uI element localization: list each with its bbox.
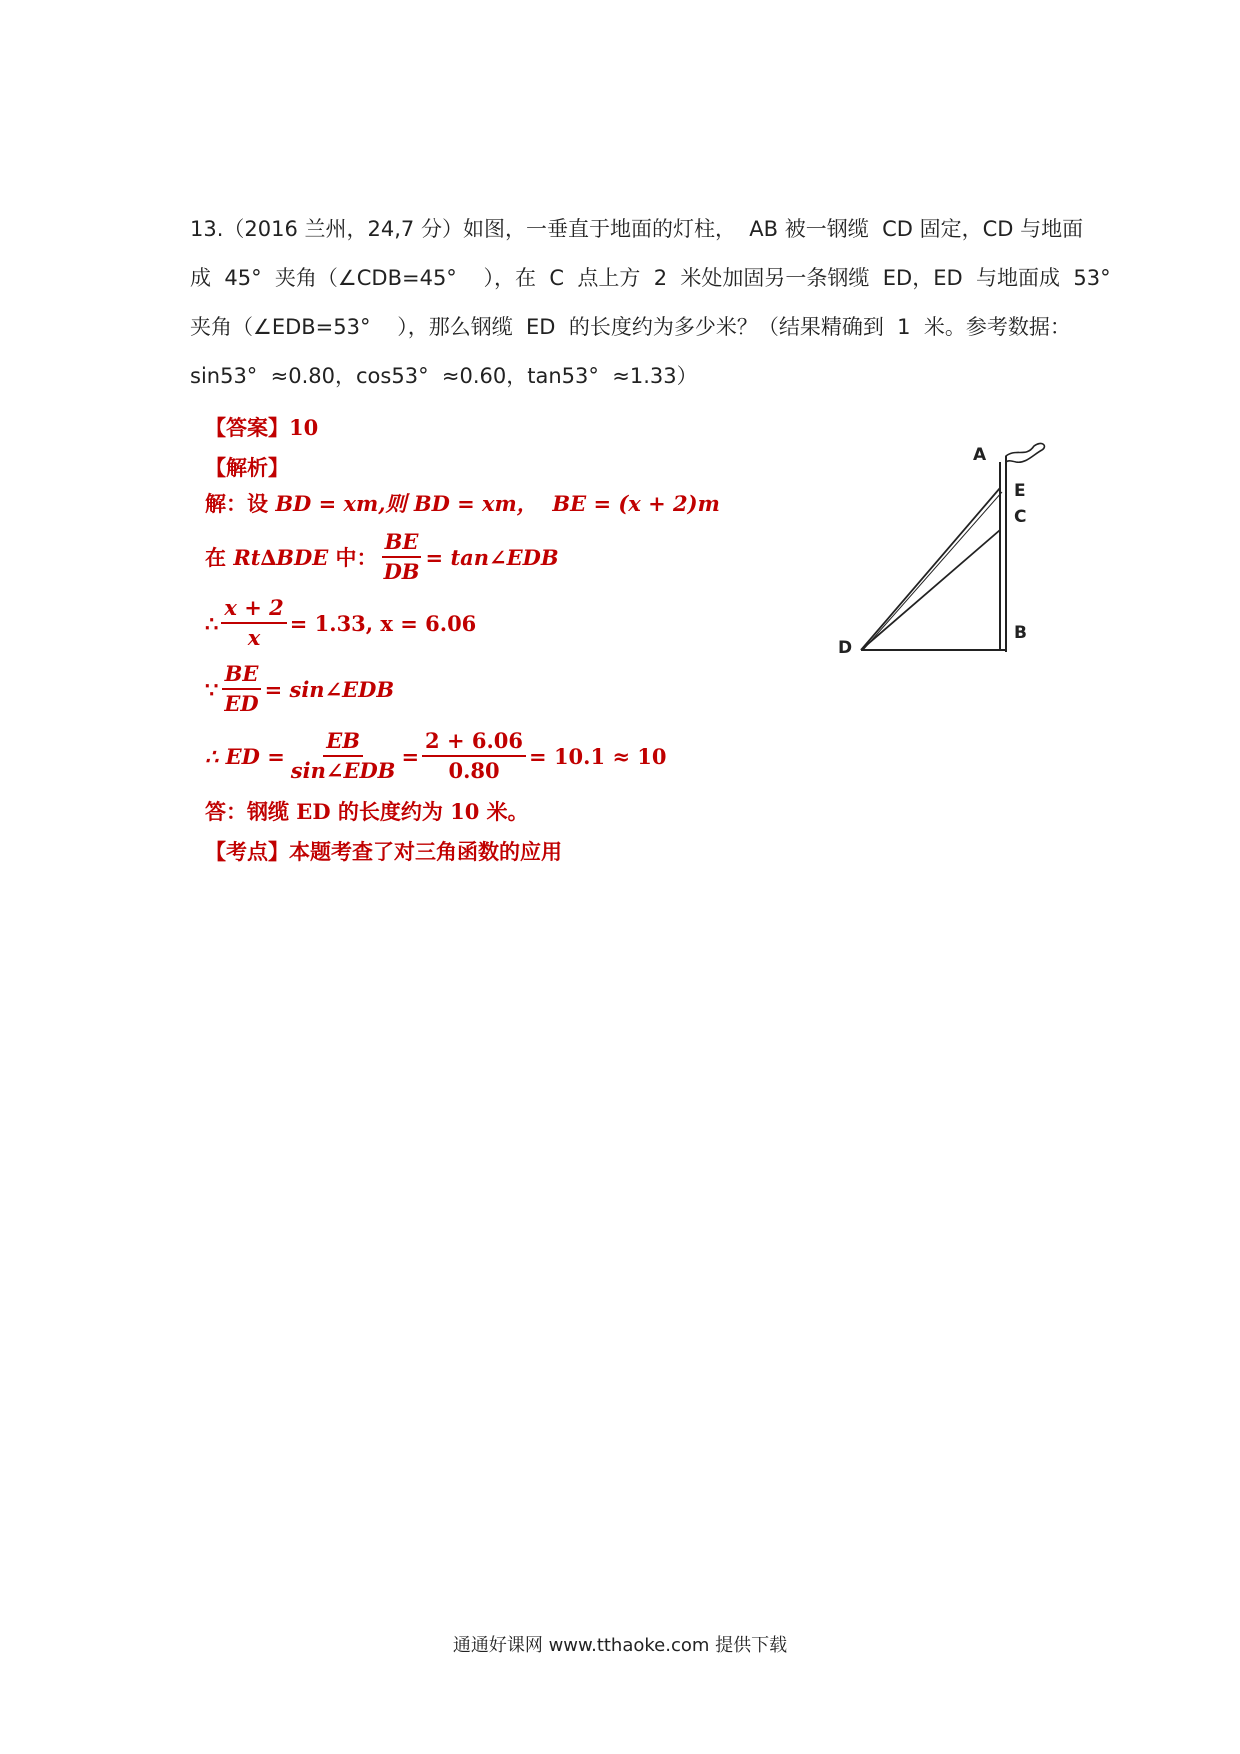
solution-line-3-prefix: ∴ [205, 610, 219, 636]
fraction-denominator: DB [383, 559, 420, 584]
fraction-numerator: EB [323, 727, 363, 757]
knowledge-point-text: 本题考查了对三角函数的应用 [289, 839, 562, 864]
cable-cd [861, 530, 1000, 650]
problem-line-4: sin53° ≈0.80，cos53° ≈0.60，tan53° ≈1.33） [190, 364, 698, 388]
solution-line-2-rhs: = tan∠EDB [425, 544, 559, 570]
fraction-numeric [422, 727, 526, 785]
fraction-numerator: BE [222, 660, 262, 690]
geometry-figure [820, 440, 1060, 670]
cable-ed [861, 488, 1000, 650]
answer-value: 10 [289, 415, 319, 440]
page-footer: 通通好课网 www.tthaoke.com 提供下载 [452, 1635, 788, 1656]
problem-line-1: 13.（2016 兰州，24,7 分）如图，一垂直于地面的灯柱， AB 被一钢缆 CD 固定，CD 与地面 [190, 217, 1084, 241]
solution-line-5-eq: = [401, 743, 420, 769]
solution-line-2-mid: 中： [328, 545, 378, 570]
solution-line-1 [205, 488, 720, 518]
solution-line-1-math: BD = xm,则 BD = xm， BE = (x + 2)m [275, 491, 720, 516]
solution-line-4-rhs: = sin∠EDB [264, 676, 395, 702]
solution-line-2-triangle: Rt∆BDE [233, 544, 329, 570]
label-c: C [1014, 507, 1027, 527]
label-a: A [973, 445, 987, 465]
fraction-denominator: sin∠EDB [290, 758, 396, 783]
fraction-numerator: 2 + 6.06 [422, 727, 526, 757]
solution-line-5-rhs: = 10.1 ≈ 10 [529, 743, 667, 769]
knowledge-point [205, 836, 562, 866]
fraction-denominator: ED [224, 691, 259, 716]
solution-line-4-prefix: ∵ [205, 676, 219, 702]
problem-line-3: 夹角（∠EDB=53° ），那么钢缆 ED 的长度约为多少米？（结果精确到 1 米。参考数据： [190, 315, 1071, 339]
conclusion: 答：钢缆 ED 的长度约为 10 米。 [205, 799, 529, 824]
fraction-be-ed [221, 660, 261, 718]
label-b: B [1014, 623, 1027, 643]
solution-line-1-prefix: 解：设 [205, 491, 276, 516]
label-d: D [838, 638, 853, 658]
fraction-numerator: BE [382, 528, 422, 558]
solution-line-2-prefix: 在 [205, 545, 234, 570]
problem-line-2: 成 45° 夹角（∠CDB=45° ），在 C 点上方 2 米处加固另一条钢缆 ED，ED 与地面成 53° [190, 266, 1111, 290]
fraction-numerator: x + 2 [221, 594, 286, 624]
fraction-eb-sin [288, 727, 399, 785]
solution-line-3 [205, 594, 476, 652]
fraction-x2-x [221, 594, 286, 652]
solution-line-3-rhs: = 1.33, x = 6.06 [289, 610, 477, 636]
solution-line-2 [205, 528, 559, 586]
fraction-denominator: x [247, 625, 261, 650]
fraction-be-db [381, 528, 423, 586]
answer-line [205, 412, 318, 442]
solution-line-5-prefix: ∴ ED = [205, 743, 285, 769]
solution-line-5 [205, 727, 667, 785]
fraction-denominator: 0.80 [448, 758, 500, 783]
label-e: E [1014, 481, 1026, 501]
analysis-heading: 【解析】 [205, 455, 289, 480]
answer-tag: 【答案】 [205, 415, 289, 440]
knowledge-point-tag: 【考点】 [205, 839, 289, 864]
cable-ed-inner [863, 492, 1002, 650]
lamp-icon [1006, 443, 1044, 462]
solution-line-4 [205, 660, 394, 718]
problem-statement [190, 205, 1111, 401]
